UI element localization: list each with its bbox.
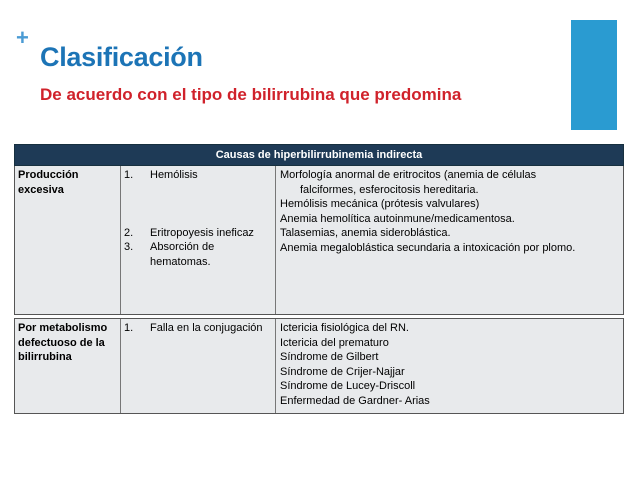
detail-line: Morfología anormal de eritrocitos (anemia de células: [280, 169, 537, 181]
item-text: Eritropoyesis ineficaz: [150, 226, 254, 239]
list-item: [124, 168, 272, 183]
detail-line: Anemia megaloblástica secundaria a intoxicación por plomo.: [280, 241, 576, 254]
row-mechanisms: [121, 166, 276, 314]
detail-line: Talasemias, anemia sideroblástica.: [280, 227, 451, 239]
row-details: [276, 319, 623, 413]
item-number: 2.: [124, 226, 134, 239]
list-item: [124, 226, 272, 241]
slide-title: Clasificación: [40, 42, 203, 72]
item-text: Absorción de hematomas.: [150, 241, 215, 268]
row-mechanisms: [121, 319, 276, 413]
detail-line: Hemólisis mecánica (prótesis valvulares): [280, 198, 480, 210]
plus-sign: +: [16, 25, 29, 50]
item-text: Hemólisis: [150, 169, 198, 181]
slide-subtitle: De acuerdo con el tipo de bilirrubina que predomina: [40, 85, 462, 104]
item-number: 1.: [124, 169, 134, 181]
table-row-metabolismo: [14, 318, 624, 414]
decorative-side-bar: [571, 20, 617, 130]
row-category: Por metabolismo defectuoso de la bilirrubina: [15, 319, 121, 413]
table-row-produccion: [14, 166, 624, 315]
row-details: [276, 166, 623, 314]
item-number: 3.: [124, 241, 134, 253]
detail-line: Síndrome de Lucey-Driscoll: [280, 380, 416, 392]
item-number: 1.: [124, 322, 134, 334]
detail-line: Ictericia fisiológica del RN.: [280, 322, 409, 334]
item-text: Falla en la conjugación: [150, 322, 263, 334]
detail-line: Enfermedad de Gardner- Arias: [280, 394, 430, 407]
detail-line: Síndrome de Crijer-Najjar: [280, 365, 405, 378]
detail-line: Anemia hemolítica autoinmune/medicamentosa.: [280, 212, 515, 225]
list-item: [124, 321, 272, 336]
detail-line: falciformes, esferocitosis hereditaria.: [300, 183, 479, 196]
causes-table: [14, 144, 624, 414]
detail-line: Síndrome de Gilbert: [280, 351, 379, 363]
detail-line: Ictericia del prematuro: [280, 336, 389, 349]
row-category: Producción excesiva: [15, 166, 121, 314]
table-heading: Causas de hiperbilirrubinemia indirecta: [14, 144, 624, 166]
list-item: [124, 240, 272, 269]
